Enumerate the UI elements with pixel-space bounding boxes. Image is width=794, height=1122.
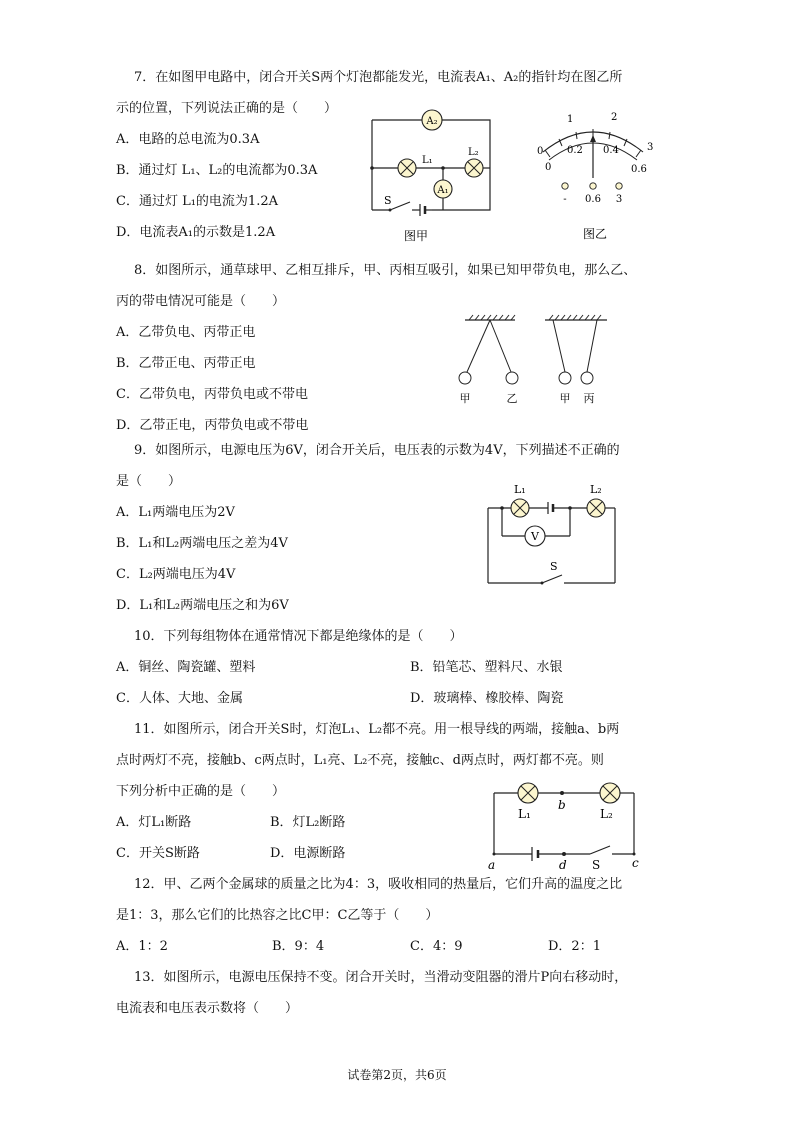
q9-circuit-figure [480,478,630,588]
q8-option-a: A．乙带负电、丙带正电 [116,325,256,340]
q8-option-c: C．乙带负电，丙带负电或不带电 [116,387,308,402]
q7-lamp-l2-label: L₂ [468,147,479,158]
q7-lamp-l1-label: L₁ [422,155,433,166]
q7-meter-top-2: 2 [611,112,618,123]
q9-option-a: A．L₁两端电压为2V [116,505,235,520]
q12-option-b: B．9：4 [272,939,325,954]
q7-meter-bottom-04: 0.4 [603,145,619,156]
q10-option-a: A．铜丝、陶瓷罐、塑料 [116,660,256,675]
q11-option-c: C．开关S断路 [116,846,200,861]
q12-option-a: A．1：2 [116,939,168,954]
q11-stem-line3: 下列分析中正确的是（ ） [116,784,286,799]
q8-ball-yi: 乙 [506,392,518,405]
q7-terminal-3: 3 [615,194,623,205]
q7-meter-bottom-0: 0 [545,162,552,173]
q7-terminal-06: 0.6 [585,194,601,205]
q11-switch-label: S [592,858,601,871]
page-footer: 试卷第2页，共6页 [347,1068,447,1082]
q8-option-d: D．乙带正电，丙带负电或不带电 [116,418,309,433]
q8-pith-balls-figure [445,312,620,412]
q11-lamp-l2-label: L₂ [600,807,613,821]
q11-point-a: a [488,858,496,871]
q7-meter-top-3: 3 [647,142,654,153]
q12-option-d: D．2：1 [548,939,601,954]
q7-stem-line2: 示的位置，下列说法正确的是（ ） [116,101,338,116]
q13-stem-line1: 13．如图所示，电源电压保持不变。闭合开关时，当滑动变阻器的滑片P向右移动时， [134,970,628,985]
q9-stem-line2: 是（ ） [116,474,182,489]
q7-terminal-neg: - [563,194,567,205]
q10-option-d: D．玻璃棒、橡胶棒、陶瓷 [410,691,564,706]
q7-circuit-figure [360,100,500,250]
q8-ball-bing: 丙 [583,392,595,405]
q7-switch-label: S [384,194,392,207]
q10-option-c: C．人体、大地、金属 [116,691,243,706]
q13-stem-line2: 电流表和电压表示数将（ ） [116,1001,299,1016]
q11-circuit-figure [482,776,647,871]
q9-option-b: B．L₁和L₂两端电压之差为4V [116,536,288,551]
q7-meter-bottom-02: 0.2 [567,145,583,156]
q11-option-d: D．电源断路 [270,846,346,861]
q10-stem: 10．下列每组物体在通常情况下都是绝缘体的是（ ） [134,629,463,644]
q7-option-c: C．通过灯 L₁的电流为1.2A [116,194,278,209]
q7-meter-top-1: 1 [567,114,574,125]
q11-stem-line1: 11．如图所示，闭合开关S时，灯泡L₁、L₂都不亮。用一根导线的两端，接触a、b两 [134,722,620,737]
q7-ammeter-a1-label: A₁ [437,185,449,196]
q9-voltmeter-label: V [531,530,539,543]
q8-ball-jia-left: 甲 [459,392,471,405]
q12-stem-line2: 是1：3，那么它们的比热容之比C甲：C乙等于（ ） [116,908,439,923]
q9-option-c: C．L₂两端电压为4V [116,567,236,582]
q11-point-c: c [632,856,639,870]
q8-stem-line2: 丙的带电情况可能是（ ） [116,294,286,309]
q11-point-d: d [559,858,567,871]
q7-fig-a-caption: 图甲 [403,229,429,243]
q11-point-b: b [558,798,566,812]
q7-meter-bottom-06: 0.6 [631,164,647,175]
q7-option-d: D．电流表A₁的示数是1.2A [116,225,276,240]
q8-option-b: B．乙带正电、丙带正电 [116,356,256,371]
q11-lamp-l1-label: L₁ [518,807,531,821]
q7-option-b: B．通过灯 L₁、L₂的电流都为0.3A [116,163,318,178]
q9-switch-label: S [550,560,558,573]
q12-stem-line1: 12．甲、乙两个金属球的质量之比为4：3，吸收相同的热量后，它们升高的温度之比 [134,877,623,892]
q12-option-c: C．4：9 [410,939,463,954]
q7-ammeter-a2-label: A₂ [426,116,438,127]
q11-stem-line2: 点时两灯不亮，接触b、c两点时，L₁亮、L₂不亮，接触c、d两点时，两灯都不亮。则 [116,753,604,768]
q7-fig-b-caption: 图乙 [583,227,608,241]
q9-lamp-l2-label: L₂ [590,483,602,496]
q11-option-a: A．灯L₁断路 [116,815,192,830]
q11-option-b: B．灯L₂断路 [270,815,346,830]
q10-option-b: B．铅笔芯、塑料尺、水银 [410,660,563,675]
q7-meter-top-0: 0 [537,146,544,157]
q7-stem-line1: 7．在如图甲电路中，闭合开关S两个灯泡都能发光，电流表A₁、A₂的指针均在图乙所 [134,70,623,85]
q9-lamp-l1-label: L₁ [514,483,526,496]
q8-ball-jia-right: 甲 [559,392,571,405]
q9-stem-line1: 9．如图所示，电源电压为6V，闭合开关后，电压表的示数为4V，下列描述不正确的 [134,443,620,458]
q7-meter-figure [525,108,660,243]
q9-option-d: D．L₁和L₂两端电压之和为6V [116,598,289,613]
q7-option-a: A．电路的总电流为0.3A [116,132,260,147]
q8-stem-line1: 8．如图所示，通草球甲、乙相互排斥，甲、丙相互吸引，如果已知甲带负电，那么乙、 [134,263,637,278]
